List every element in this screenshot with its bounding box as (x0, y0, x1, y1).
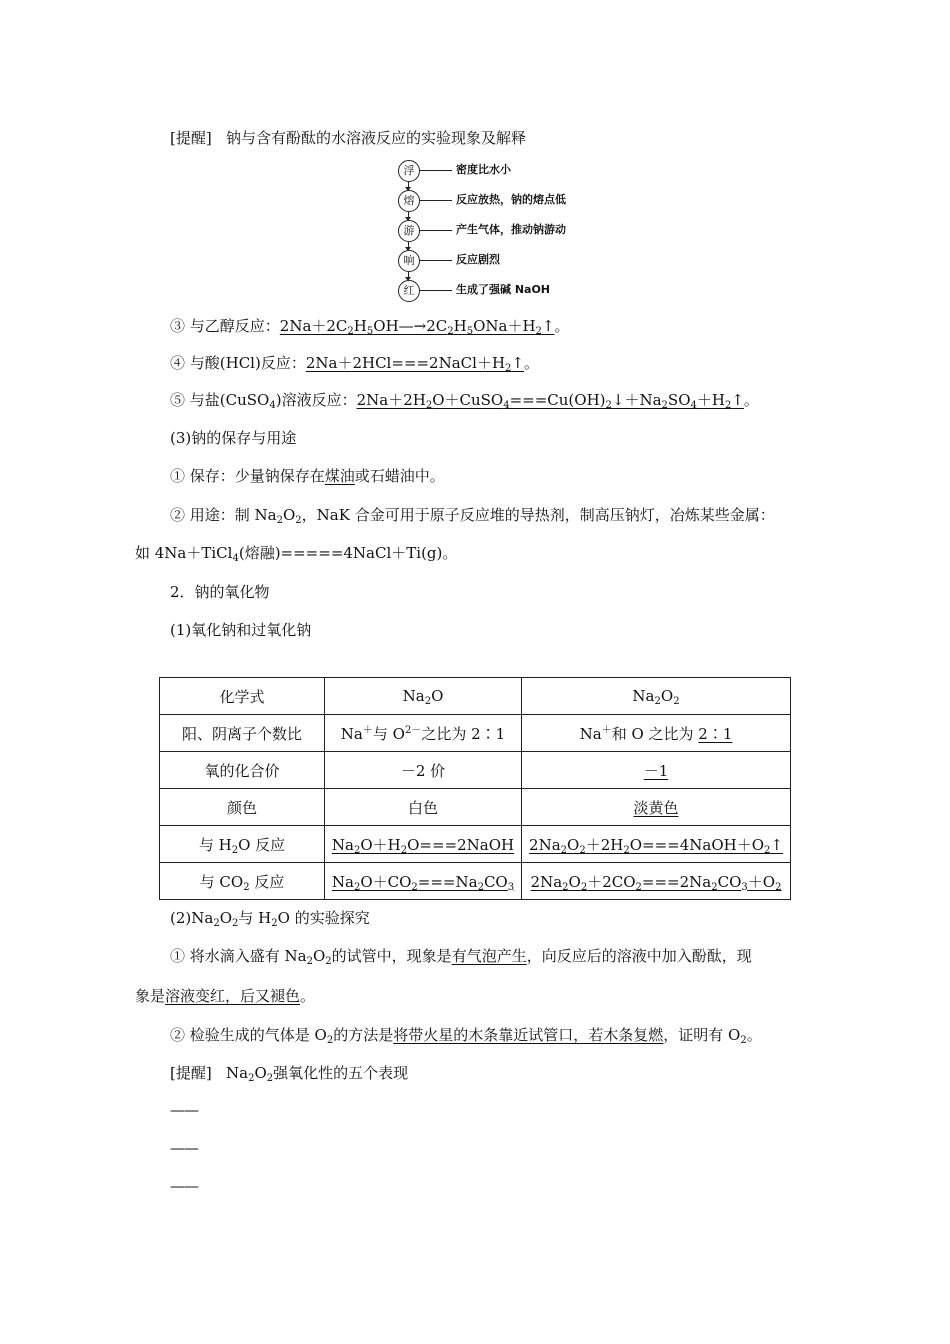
answer: $Na_2O+CO_2===Na_2CO_3$ (331, 872, 515, 893)
table-row (160, 715, 791, 752)
diagram-text-swim: 产生气体，推动钠游动 (456, 223, 566, 236)
table-cell: Na＋与 $O^{2-}$之比为 2∶1 (325, 715, 522, 752)
table-row (160, 826, 791, 863)
text: Na (579, 724, 602, 743)
diagram-connector (420, 230, 452, 231)
answer: 有气泡产生 (451, 947, 527, 965)
equation-ethanol: $2Na+2C_2H_5OH—\to 2C_2H_5ONa+H_2↑$ (279, 317, 555, 337)
diagram-connector (420, 290, 452, 291)
answer-kerosene: 煤油 (324, 467, 355, 485)
answer: 溶液变红，后又褪色 (165, 987, 301, 1005)
diagram-connector (420, 170, 452, 171)
text: 或石蜡油中。 (354, 467, 445, 485)
blank-dash: —— (170, 1177, 198, 1195)
diagram-arrow (408, 182, 409, 190)
text: O (312, 947, 326, 965)
text: 如 4Na＋TiCl (135, 544, 233, 562)
answer: $2Na_2O_2+2CO_2===2Na_2CO_3+O_2$ (530, 872, 782, 893)
table-cell (522, 826, 791, 863)
text: 反应 (249, 872, 285, 891)
tip-tag: [提醒] (170, 129, 212, 147)
table-row (160, 678, 791, 715)
diagram-text-red: 生成了强碱 NaOH (456, 283, 551, 296)
subscript: 4 (232, 553, 239, 564)
table-header-cell: 化学式 (160, 678, 325, 715)
oxide-comparison-table (159, 677, 791, 900)
text: Na (340, 724, 363, 743)
text: 之比为 2∶1 (421, 724, 506, 743)
answer: $Na_2O+H_2O===2NaOH$ (331, 835, 515, 856)
table-row (160, 752, 791, 789)
section-heading-experiment: $(2)Na_2O_2$与 $H_2O$ 的实验探究 (170, 909, 370, 929)
experiment-line-2: ② 检验生成的气体是 $O_2$的方法是将带火星的木条靠近试管口，若木条复燃，证明有 $O_2$。 (170, 1026, 762, 1046)
diagram-node-swim: 游 (398, 220, 420, 242)
table-cell: Na＋和 O 之比为 2∶1 (522, 715, 791, 752)
text: 的试管中，现象是 (331, 947, 452, 965)
text: ，向反应后的溶液中加入酚酞，现 (526, 947, 752, 965)
text: 的方法是 (333, 1026, 394, 1044)
table-row (160, 789, 791, 826)
diagram-connector (420, 200, 452, 201)
section-heading-oxides: 2．钠的氧化物 (170, 583, 270, 601)
text: O 反应 (238, 835, 286, 854)
text: ① 将水滴入盛有 Na (170, 947, 307, 965)
text: 和 O 之比为 (611, 724, 699, 743)
diagram-text-float: 密度比水小 (456, 163, 511, 176)
tip-tag: [提醒] (170, 1064, 212, 1082)
text: 与 H (198, 835, 232, 854)
equation-salt: $2Na+2H_2O+CuSO_4===Cu(OH)_2↓+Na_2SO_4+H_2↑$ (356, 391, 744, 411)
reaction-label: ⑤ 与盐(CuSO (170, 391, 270, 409)
table-header-cell: $Na_2O$ (325, 678, 522, 715)
use-line-2 (135, 543, 457, 563)
text: 。 (746, 1026, 762, 1044)
table-cell (522, 752, 791, 789)
use-line-1 (170, 505, 775, 525)
reaction-acid: ④ 与酸(HCl)反应：$2Na+2HCl===2NaCl+H_2↑$。 (170, 354, 539, 374)
table-cell: 白色 (325, 789, 522, 826)
text: ② 检验生成的气体是 O (170, 1026, 327, 1044)
table-cell: 颜色 (160, 789, 325, 826)
diagram-arrow (408, 272, 409, 280)
table-header-cell: $Na_2O_2$ (522, 678, 791, 715)
reaction-label: ③ 与乙醇反应： (170, 317, 280, 335)
answer: 淡黄色 (633, 798, 679, 817)
text: 与 H (238, 909, 272, 927)
blank-dash: —— (170, 1101, 198, 1119)
text: (2)Na (170, 909, 214, 927)
sodium-reaction-diagram (398, 160, 598, 300)
answer: $2Na_2O_2+2H_2O===4NaOH+O_2↑$ (529, 835, 783, 856)
table-cell: 与 $CO_2$ 反应 (160, 863, 325, 900)
table-cell: 氧的化合价 (160, 752, 325, 789)
table-cell (325, 826, 522, 863)
diagram-node-float: 浮 (398, 160, 420, 182)
text: (熔融)=====4NaCl＋Ti(g)。 (238, 544, 458, 562)
diagram-arrow (408, 212, 409, 220)
text: 象是 (135, 987, 166, 1005)
text: ，NaK 合金可用于原子反应堆的导热剂，制高压钠灯，冶炼某些金属： (301, 506, 775, 524)
text: 强氧化性的五个表现 (273, 1064, 409, 1082)
text: 与 CO (199, 872, 244, 891)
table-cell (325, 863, 522, 900)
text: O (282, 506, 296, 524)
subscript: 2 (276, 515, 283, 526)
tip-title: 钠与含有酚酞的水溶液反应的实验现象及解释 (226, 129, 527, 147)
text: Na (226, 1064, 249, 1082)
equation-acid: $2Na+2HCl===2NaCl+H_2↑$ (305, 354, 524, 374)
reaction-label: ④ 与酸(HCl)反应： (170, 354, 306, 372)
table-cell (522, 863, 791, 900)
table-row (160, 863, 791, 900)
reaction-ethanol: ③ 与乙醇反应：$2Na+2C_2H_5OH—\to 2C_2H_5ONa+H_2↑$。 (170, 317, 570, 337)
text: 与 O (372, 724, 405, 743)
tip-line-1 (170, 128, 526, 148)
diagram-text-sound: 反应剧烈 (456, 253, 500, 266)
diagram-node-red: 红 (398, 280, 420, 302)
experiment-line-1-cont (135, 986, 315, 1006)
table-cell: －2 价 (325, 752, 522, 789)
table-cell (522, 789, 791, 826)
tip-line-2: [提醒] $Na_2O_2$强氧化性的五个表现 (170, 1064, 409, 1084)
diagram-arrow (408, 242, 409, 250)
text: ① 保存：少量钠保存在 (170, 467, 325, 485)
table-cell: 与 $H_2O$ 反应 (160, 826, 325, 863)
storage-line (170, 466, 445, 486)
text: ，证明有 O (663, 1026, 741, 1044)
blank-dash: —— (170, 1139, 198, 1157)
diagram-node-sound: 响 (398, 250, 420, 272)
section-heading-storage: (3)钠的保存与用途 (170, 429, 297, 447)
text: 。 (300, 987, 316, 1005)
diagram-text-melt: 反应放热，钠的熔点低 (456, 193, 566, 206)
text: O 的实验探究 (277, 909, 370, 927)
answer: 将带火星的木条靠近试管口，若木条复燃 (393, 1026, 664, 1044)
text: O (219, 909, 233, 927)
subscript: 2 (295, 515, 302, 526)
text: ② 用途：制 Na (170, 506, 277, 524)
answer: －1 (643, 761, 669, 780)
experiment-line-1: ① 将水滴入盛有 $Na_2O_2$的试管中，现象是有气泡产生，向反应后的溶液中加入酚酞，现 (170, 947, 752, 967)
diagram-connector (420, 260, 452, 261)
reaction-label-end: )溶液反应： (275, 391, 357, 409)
subscript: 4 (269, 400, 276, 411)
reaction-salt: ⑤ 与盐(CuSO$_4$)溶液反应：$2Na+2H_2O+CuSO_4===Cu(OH)_2↓+Na_2SO_4+H_2↑$。 (170, 391, 759, 411)
table-cell: 阳、阴离子个数比 (160, 715, 325, 752)
text: O (254, 1064, 267, 1082)
section-heading-oxide-peroxide: (1)氧化钠和过氧化钠 (170, 621, 312, 639)
diagram-node-melt: 熔 (398, 190, 420, 212)
answer: 2∶1 (698, 724, 733, 743)
